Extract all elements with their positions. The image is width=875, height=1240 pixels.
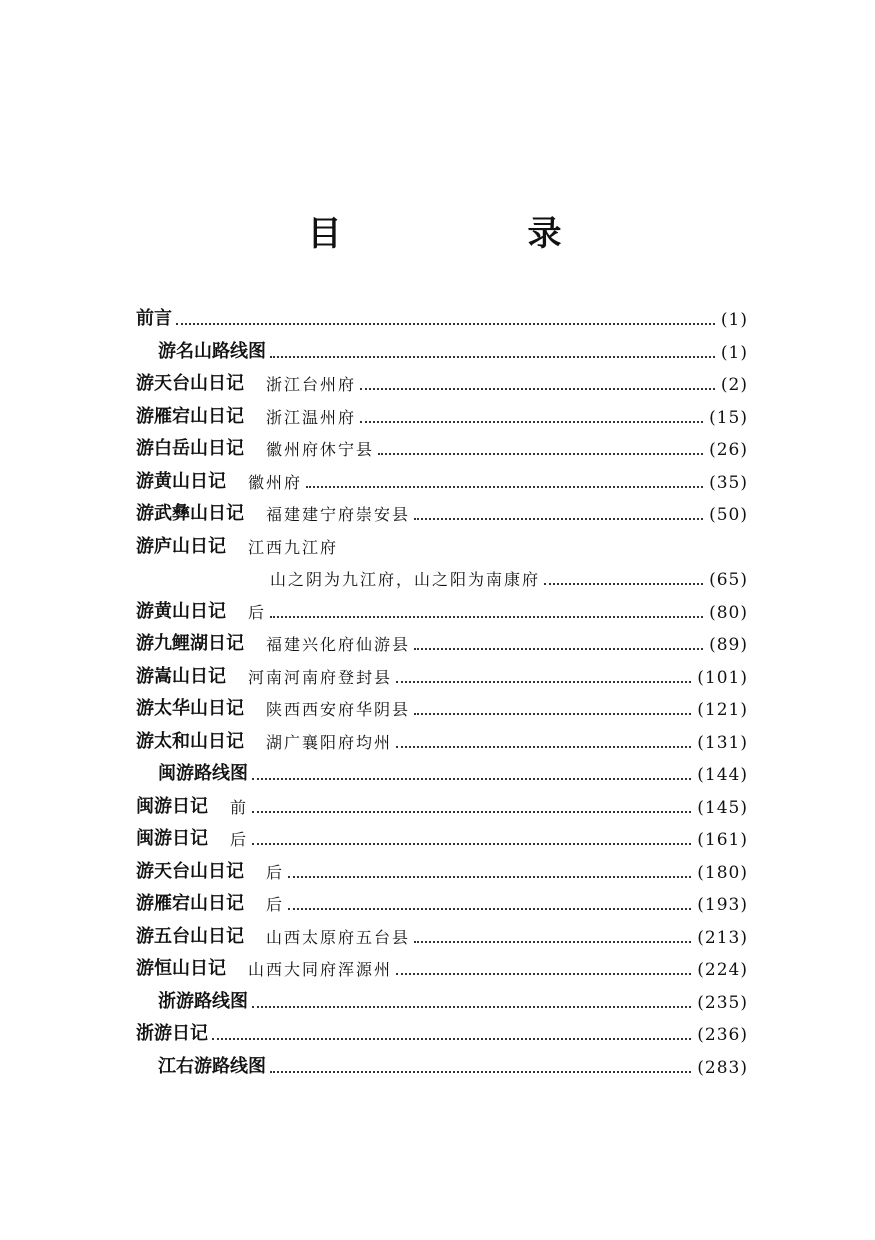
toc-entry-page: (15) [709, 407, 748, 428]
dot-leader [252, 1005, 691, 1008]
toc-entry-title: 游白岳山日记 [136, 438, 244, 459]
toc-entry-page: (2) [720, 375, 748, 395]
dot-leader [396, 972, 691, 975]
toc-entry[interactable] [158, 333, 748, 363]
toc-entry-title: 游黄山日记 [136, 470, 226, 492]
toc-entry-title: 游黄山日记 [136, 600, 226, 622]
toc-entry[interactable] [136, 788, 748, 818]
toc-entry-title: 游庐山日记 [136, 535, 226, 557]
toc-entry[interactable] [158, 1048, 748, 1078]
toc-entry-page: (236) [697, 1025, 748, 1045]
toc-entry-title: 游名山路线图 [158, 340, 266, 362]
toc-entry-title: 游九鲤湖日记 [136, 633, 244, 654]
dot-leader [270, 355, 715, 358]
toc-entry-title: 前言 [136, 308, 172, 329]
toc-entry-location: 浙江温州府 [266, 407, 357, 427]
dot-leader [288, 875, 691, 878]
toc-entry-title: 游嵩山日记 [136, 665, 226, 687]
toc-entry-page: (180) [697, 862, 748, 883]
toc-entry-page: (50) [709, 505, 748, 525]
toc-entry-page: (35) [709, 472, 748, 493]
toc-entry-page: (26) [709, 440, 748, 460]
toc-entry-location: 陕西西安府华阴县 [266, 700, 411, 719]
toc-entry-location: 福建兴化府仙游县 [266, 635, 411, 654]
toc-entry[interactable] [136, 820, 748, 850]
toc-entry-page: (89) [709, 635, 748, 655]
toc-entry-page: (235) [697, 992, 748, 1013]
dot-leader [414, 517, 703, 520]
dot-leader [252, 777, 691, 780]
toc-entry-location: 山西大同府浑源州 [248, 960, 393, 979]
toc-entry[interactable] [136, 495, 748, 525]
dot-leader [252, 842, 691, 845]
toc-entry-page: (144) [697, 765, 748, 785]
toc-entry-page: (145) [697, 797, 748, 818]
page-title: 目 录 [307, 214, 638, 254]
toc-entry-location: 徽州府休宁县 [266, 440, 375, 459]
dot-leader [252, 810, 691, 813]
dot-leader [378, 452, 703, 455]
toc-entry-page: (283) [697, 1057, 748, 1078]
toc-entry-location: 后 [230, 830, 249, 849]
toc-entry-location: 江西九江府 [248, 537, 339, 557]
toc-entry[interactable] [270, 560, 748, 590]
toc-entry-location: 河南河南府登封县 [248, 667, 393, 687]
toc-entry-location: 后 [248, 602, 267, 622]
toc-entry[interactable] [136, 365, 748, 395]
toc-entry-title: 闽游日记 [136, 795, 208, 817]
toc-entry-title: 闽游路线图 [158, 763, 248, 784]
toc-entry[interactable] [136, 528, 748, 558]
toc-entry-title: 游太华山日记 [136, 698, 244, 719]
dot-leader [176, 322, 715, 325]
toc-entry[interactable] [136, 853, 748, 883]
toc-entry-location: 后 [266, 862, 285, 882]
toc-entry-location: 湖广襄阳府均州 [266, 732, 393, 752]
dot-leader [396, 680, 691, 683]
dot-leader [414, 647, 703, 650]
toc-entry[interactable] [136, 1015, 748, 1045]
dot-leader [306, 485, 703, 488]
toc-entry-page: (1) [720, 342, 748, 363]
toc-entry[interactable] [136, 690, 748, 720]
toc-entry[interactable] [136, 950, 748, 980]
toc-entry-location: 徽州府 [248, 472, 303, 492]
toc-entry[interactable] [136, 658, 748, 688]
toc-entry-page: (65) [709, 570, 748, 590]
toc-entry[interactable] [158, 755, 748, 785]
toc-entry-location: 后 [266, 895, 285, 914]
toc-entry-title: 游五台山日记 [136, 925, 244, 947]
toc-entry-title: 游雁宕山日记 [136, 893, 244, 914]
toc-entry-title: 游恒山日记 [136, 958, 226, 979]
toc-entry-title: 游天台山日记 [136, 860, 244, 882]
dot-leader [414, 940, 691, 943]
dot-leader [360, 387, 715, 390]
toc-entry-page: (131) [697, 732, 748, 753]
dot-leader [288, 907, 691, 910]
dot-leader [270, 1070, 691, 1073]
dot-leader [396, 745, 691, 748]
toc-entry[interactable] [136, 300, 748, 330]
toc-entry-page: (80) [709, 602, 748, 623]
toc-entry-title: 闽游日记 [136, 828, 208, 849]
toc-entry-location: 浙江台州府 [266, 375, 357, 394]
toc-entry[interactable] [136, 918, 748, 948]
toc-entry-title: 游太和山日记 [136, 730, 244, 752]
toc-entry-location: 山之阴为九江府，山之阳为南康府 [270, 570, 541, 589]
toc-entry-page: (1) [720, 310, 748, 330]
toc-entry[interactable] [136, 463, 748, 493]
dot-leader [360, 420, 703, 423]
toc-entry-title: 游天台山日记 [136, 373, 244, 394]
toc-entry-page: (121) [697, 700, 748, 720]
toc-entry[interactable] [136, 723, 748, 753]
toc-entry-title: 江右游路线图 [158, 1055, 266, 1077]
toc-entry-page: (101) [697, 667, 748, 688]
toc-entry[interactable] [136, 593, 748, 623]
toc-entry-location: 前 [230, 797, 249, 817]
dot-leader [212, 1037, 691, 1040]
toc-entry[interactable] [136, 625, 748, 655]
toc-entry-page: (213) [697, 927, 748, 948]
toc-entry[interactable] [136, 885, 748, 915]
toc-entry[interactable] [136, 398, 748, 428]
dot-leader [414, 712, 691, 715]
toc-entry-page: (161) [697, 830, 748, 850]
toc-entry-location: 福建建宁府崇安县 [266, 505, 411, 524]
toc-entry[interactable] [136, 430, 748, 460]
dot-leader [544, 582, 703, 585]
toc-entry-title: 浙游日记 [136, 1023, 208, 1044]
toc-entry-location: 山西太原府五台县 [266, 927, 411, 947]
toc-entry[interactable] [158, 983, 748, 1013]
toc-entry-page: (224) [697, 960, 748, 980]
toc-entry-title: 浙游路线图 [158, 990, 248, 1012]
toc-entry-page: (193) [697, 895, 748, 915]
toc-entry-title: 游雁宕山日记 [136, 405, 244, 427]
dot-leader [270, 615, 703, 618]
toc-entry-title: 游武彝山日记 [136, 503, 244, 524]
